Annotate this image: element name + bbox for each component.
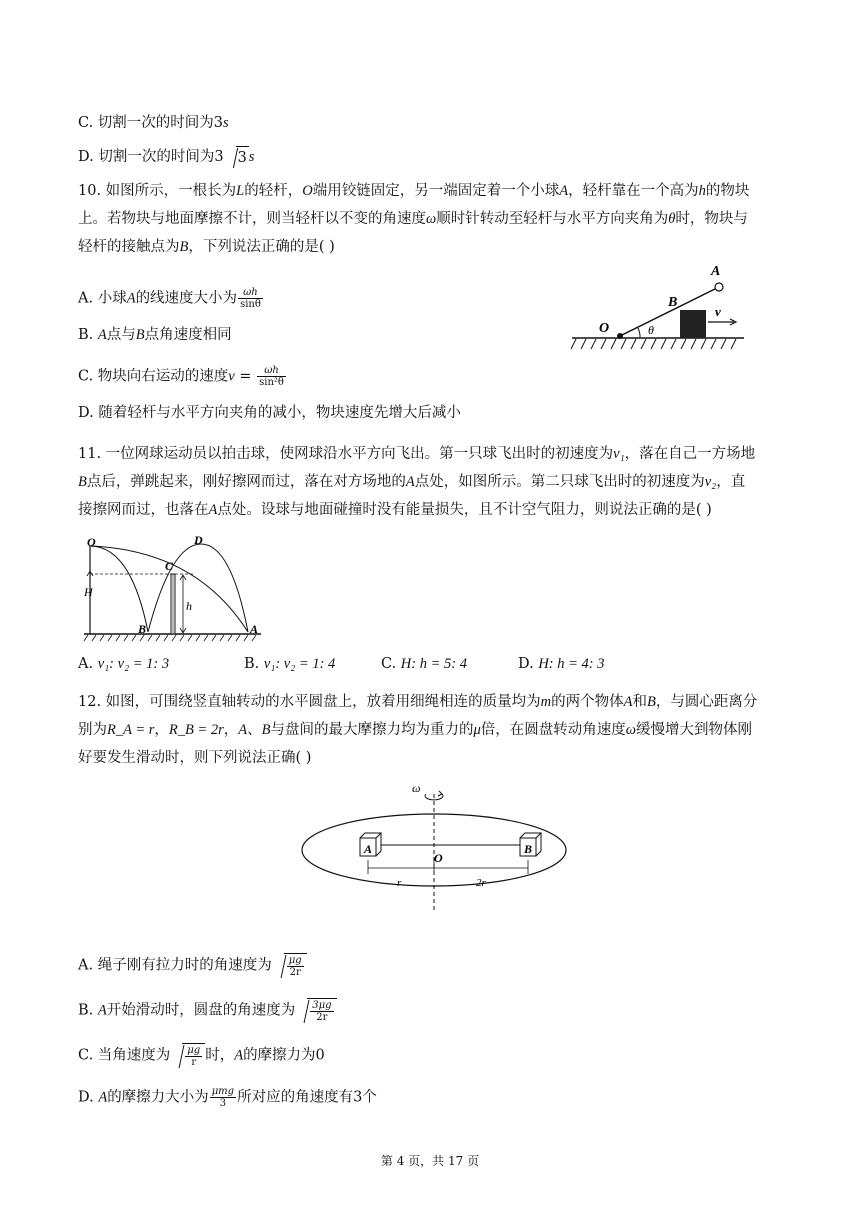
q10-option-a: A. 小球A的线速度大小为 $\frac{\omega h}{\sin\theta}$ bbox=[78, 287, 261, 310]
label-a: A bbox=[250, 622, 259, 636]
q12-option-c: C. 当角速度为 $\frac{\mu g}{r}$ 时，A的摩擦力为0 bbox=[78, 1045, 325, 1068]
label-o: O bbox=[434, 851, 443, 865]
label-c: C bbox=[165, 559, 174, 573]
q11-option-b: B. v₁: v₂ = 1: 4 bbox=[244, 656, 336, 672]
sqrt-symbol bbox=[297, 998, 336, 1023]
fraction: $\frac{\mu g}{r}$ bbox=[187, 1045, 201, 1068]
q11-option-c: C. H: h = 5: 4 bbox=[381, 656, 467, 672]
label-d: D bbox=[194, 533, 203, 547]
page-footer: 第 4 页，共 17 页 bbox=[380, 1154, 480, 1168]
label-a: A bbox=[711, 264, 721, 279]
q11-option-a: A. v₁: v₂ = 1: 3 bbox=[78, 656, 170, 672]
q12-option-b: B. A开始滑动时，圆盘的角速度为 $\frac{3\mu g}{2r}$ bbox=[78, 998, 337, 1023]
q10-option-c: C. 物块向右运动的速度v = $\frac{\omega h}{\text{sin²θ}}$ bbox=[78, 365, 284, 388]
label-v: v bbox=[715, 304, 721, 319]
q10-option-d: D. 随着轻杆与水平方向夹角的减小，物块速度先增大后减小 bbox=[78, 405, 461, 421]
block bbox=[680, 310, 706, 338]
label-o: O bbox=[87, 535, 96, 549]
q9-option-c: C. 切割一次的时间为3s bbox=[78, 115, 229, 131]
q11-stem: 11. 一位网球运动员以拍击球，使网球沿水平方向飞出。第一只球飞出时的初速度为v₁，落在自己一方场地 B点后，弹跳起来，刚好擦网而过，落在对方场地的A点处，如图所示。第二只球飞出时的初速度为v₂，直 接擦网而过，也落在A点处。设球与地面碰撞时没有能量损失，且不计空气阻力，则说法正确的是( ) bbox=[78, 446, 756, 518]
fraction: $\frac{3\mu g}{2r}$ bbox=[312, 1000, 332, 1023]
fraction: $\frac{\text{μmg}}{3}$ bbox=[211, 1086, 235, 1109]
label-h-small: h bbox=[186, 599, 192, 613]
label-a: A bbox=[364, 842, 373, 856]
sqrt-symbol: 3 bbox=[226, 146, 249, 168]
q12-stem: 12. 如图，可围绕竖直轴转动的水平圆盘上，放着用细绳相连的质量均为m的两个物体A和B，与圆心距离分 别为R_A = r，R_B = 2r，A、B与盘间的最大摩擦力均为重力的μ倍，在圆盘转动角速度ω缓慢增大到物体刚 好要发生滑动时，则下列说法正确( ) bbox=[78, 694, 758, 766]
label-b: B bbox=[138, 622, 147, 636]
label-r: r bbox=[397, 877, 402, 889]
q12-figure bbox=[298, 780, 570, 912]
label-b: B bbox=[668, 295, 678, 310]
q10-stem: 10. 如图所示，一根长为L的轻杆，O端用铰链固定，另一端固定着一个小球A，轻杆靠在一个高为h的物块 上。若物块与地面摩擦不计，则当轻杆以不变的角速度ω顺时针转动至轻杆与水平方向夹角为θ时，物块与 轻杆的接触点为B，下列说法正确的是( ) bbox=[78, 183, 750, 255]
q10-figure bbox=[568, 262, 748, 354]
label-o: O bbox=[599, 321, 610, 336]
q11-option-d: D. H: h = 4: 3 bbox=[518, 656, 605, 672]
q11-figure bbox=[76, 532, 266, 644]
q12-option-d: D. A的摩擦力大小为 $\frac{\text{μmg}}{3}$ 所对应的角速度有3个 bbox=[78, 1086, 377, 1109]
hinge-o bbox=[617, 333, 623, 339]
ball-a bbox=[715, 283, 723, 291]
q12-option-a: A. 绳子刚有拉力时的角速度为 $\frac{\mu g}{2r}$ bbox=[78, 953, 307, 978]
q9-option-d: D. 切割一次的时间为3 3 s bbox=[78, 146, 254, 168]
label-2r: 2r bbox=[476, 877, 486, 889]
fraction: $\frac{\mu g}{2r}$ bbox=[288, 955, 302, 978]
label-omega: ω bbox=[412, 781, 421, 795]
sqrt-symbol bbox=[274, 953, 307, 978]
q10-option-b: B. A点与B点角速度相同 bbox=[78, 327, 232, 343]
sqrt-symbol bbox=[172, 1043, 205, 1068]
fraction: $\frac{\omega h}{\sin\theta}$ bbox=[240, 287, 261, 310]
fraction: $\frac{\omega h}{\text{sin²θ}}$ bbox=[259, 365, 284, 388]
label-b: B bbox=[524, 842, 533, 856]
label-theta: θ bbox=[648, 323, 654, 337]
label-h-big: H bbox=[84, 585, 93, 599]
